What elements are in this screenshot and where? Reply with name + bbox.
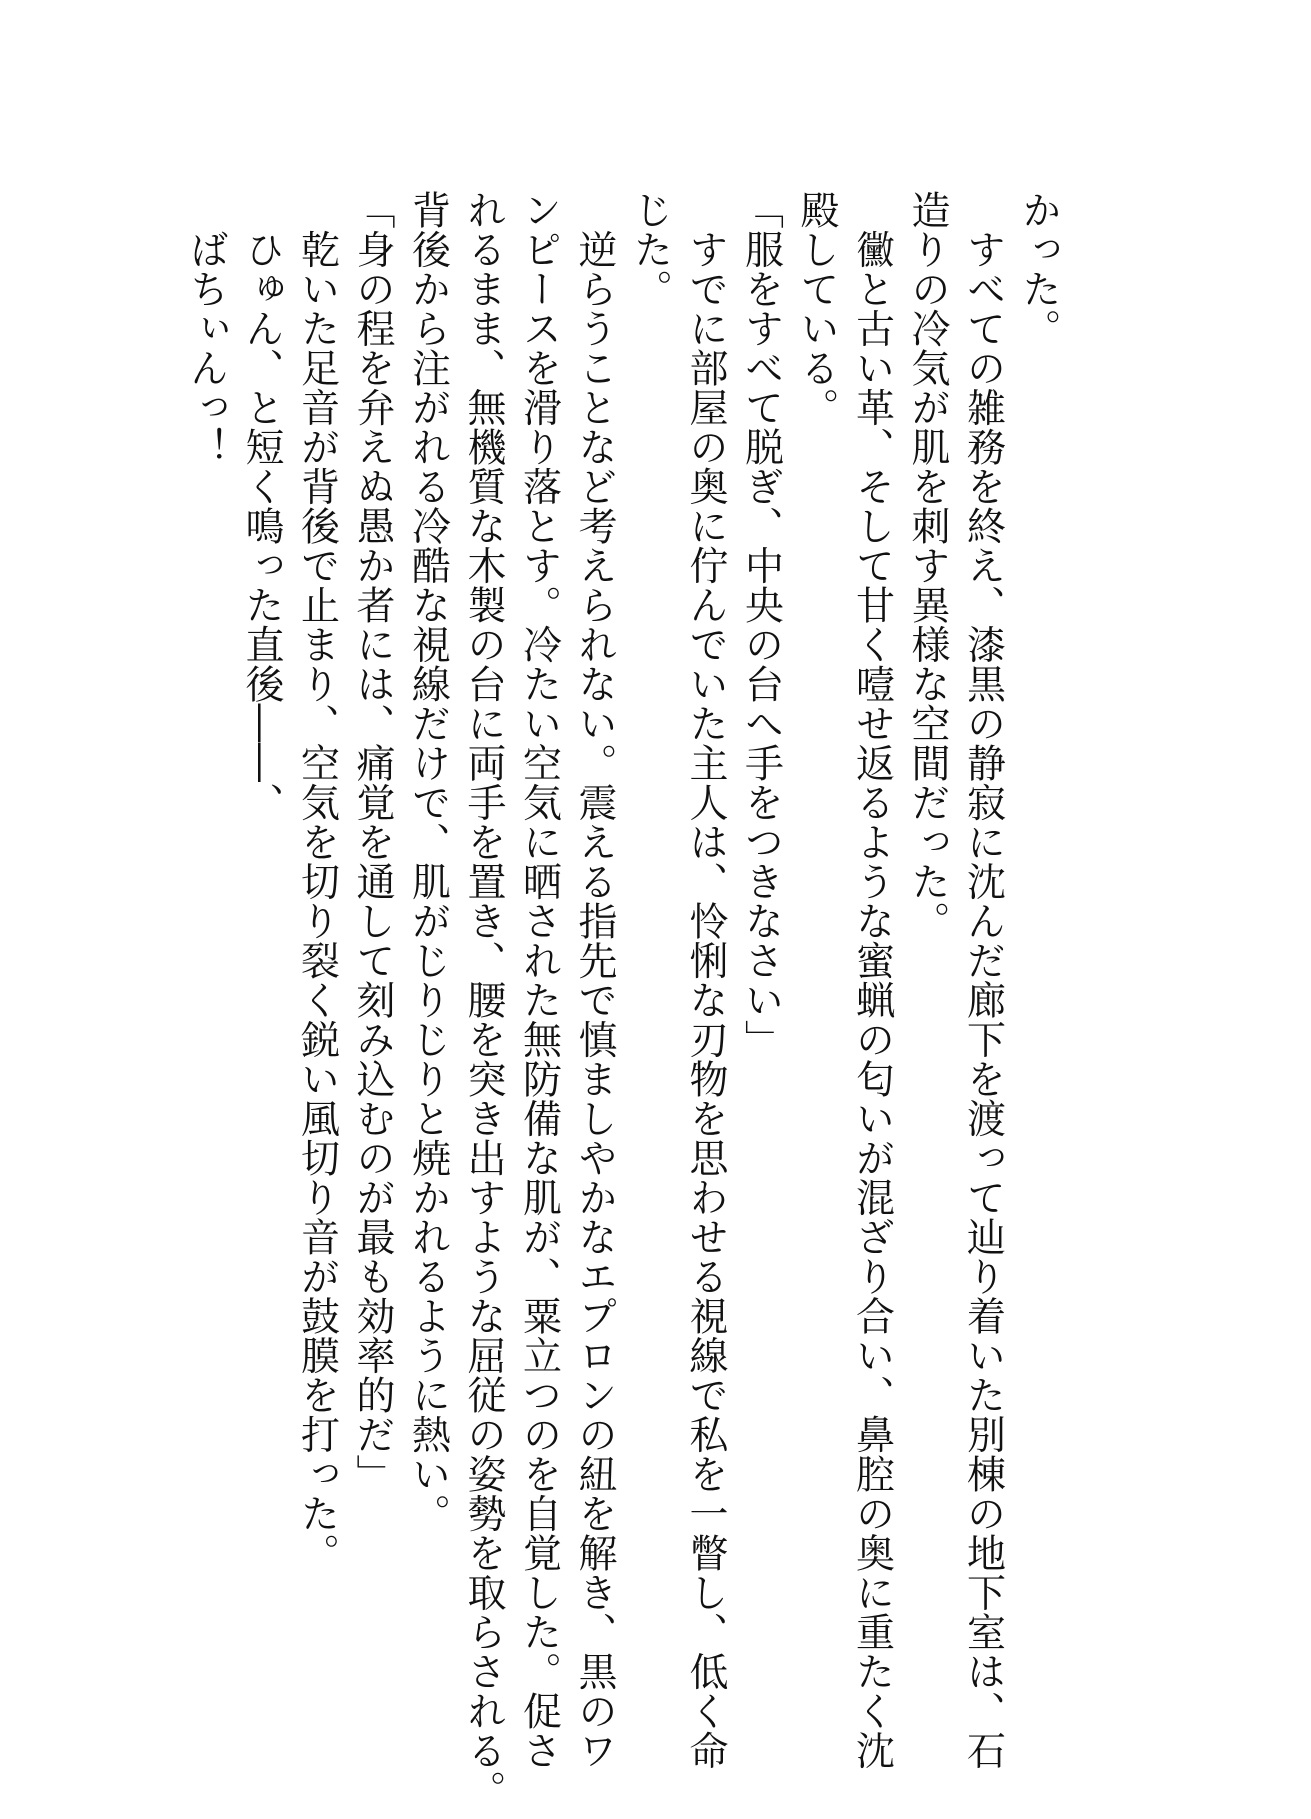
text-line: 「服をすべて脱ぎ、中央の台へ手をつきなさい」 <box>738 190 784 1059</box>
text-line: 背後から注がれる冷酷な視線だけで、肌がじりじりと焼かれるように熱い。 <box>405 190 451 1533</box>
text-line: 造りの冷気が肌を刺す異様な空間だった。 <box>905 190 950 941</box>
text-line: ンピースを滑り落とす。冷たい空気に晒された無防備な肌が、粟立つのを自覚した。促さ <box>516 190 562 1770</box>
text-line: 乾いた足音が背後で止まり、空気を切り裂く鋭い風切り音が鼓膜を打った。 <box>294 190 340 1573</box>
text-line: かった。 <box>1016 190 1061 348</box>
text-line: 殿している。 <box>794 190 839 427</box>
text-line: れるまま、無機質な木製の台に両手を置き、腰を突き出すような屈従の姿勢を取らされる。 <box>461 190 506 1810</box>
text-line: ばちぃんっ！ <box>183 190 229 467</box>
vertical-text-body <box>178 190 1066 1810</box>
text-line: じた。 <box>627 190 673 309</box>
text-line: すべての雑務を終え、漆黒の静寂に沈んだ廊下を渡って辿り着いた別棟の地下室は、石 <box>960 190 1006 1770</box>
text-line: 「身の程を弁えぬ愚か者には、痛覚を通して刻み込むのが最も効率的だ」 <box>350 190 395 1494</box>
text-line: 逆らうことなど考えられない。震える指先で慎ましやかなエプロンの紐を解き、黒のワ <box>572 190 617 1770</box>
text-line: 黴と古い革、そして甘く噎せ返るような蜜蝋の匂いが混ざり合い、鼻腔の奥に重たく沈 <box>849 190 895 1770</box>
text-line: すでに部屋の奥に佇んでいた主人は、怜悧な刃物を思わせる視線で私を一瞥し、低く命 <box>683 190 728 1770</box>
text-line: ひゅん、と短く鳴った直後――、 <box>239 190 284 822</box>
